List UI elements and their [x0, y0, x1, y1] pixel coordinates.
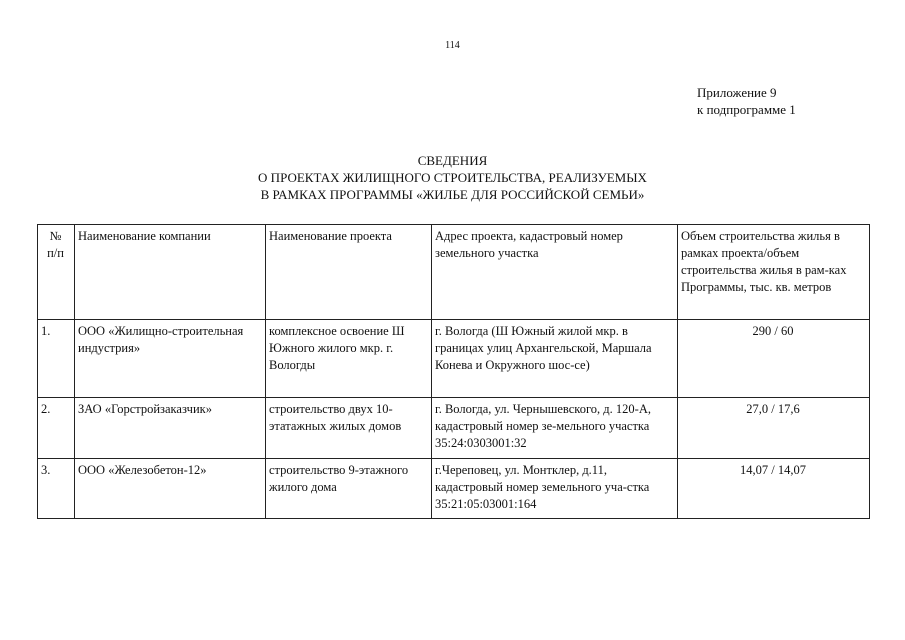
header-address: Адрес проекта, кадастровый номер земельного участка — [432, 225, 678, 320]
row-company: ЗАО «Горстройзаказчик» — [75, 398, 266, 459]
title-line-2: О ПРОЕКТАХ ЖИЛИЩНОГО СТРОИТЕЛЬСТВА, РЕАЛИЗУЕМЫХ — [258, 170, 647, 185]
page-number: 114 — [445, 40, 460, 51]
row-number: 3. — [38, 459, 75, 519]
row-project: строительство 9-этажного жилого дома — [266, 459, 432, 519]
row-address: г. Вологда (Ш Южный жилой мкр. в границах улиц Архангельской, Маршала Конева и Окружного шос-се) — [432, 320, 678, 398]
row-volume: 290 / 60 — [678, 320, 870, 398]
document-title — [0, 152, 905, 203]
projects-table — [37, 224, 870, 519]
row-address: г.Череповец, ул. Монтклер, д.11, кадастровый номер земельного уча-стка 35:21:05:03001:164 — [432, 459, 678, 519]
header-project: Наименование проекта — [266, 225, 432, 320]
header-number-line-1: № — [49, 229, 62, 243]
row-project: комплексное освоение Ш Южного жилого мкр. г. Вологды — [266, 320, 432, 398]
row-company: ООО «Железобетон-12» — [75, 459, 266, 519]
header-number — [38, 225, 75, 320]
row-company: ООО «Жилищно-строительная индустрия» — [75, 320, 266, 398]
table-header-row — [38, 225, 870, 320]
header-company: Наименование компании — [75, 225, 266, 320]
title-line-1: СВЕДЕНИЯ — [417, 153, 488, 168]
row-address: г. Вологда, ул. Чернышевского, д. 120-А, кадастровый номер зе-мельного участка 35:24:0303001:32 — [432, 398, 678, 459]
table-row — [38, 459, 870, 519]
header-volume: Объем строительства жилья в рамках проекта/объем строительства жилья в рам-ках Программы, тыс. кв. метров — [678, 225, 870, 320]
row-project: строительство двух 10-этатажных жилых домов — [266, 398, 432, 459]
title-line-3: В РАМКАХ ПРОГРАММЫ «ЖИЛЬЕ ДЛЯ РОССИЙСКОЙ СЕМЬИ» — [260, 187, 645, 202]
appendix-note — [697, 84, 796, 118]
appendix-line-1: Приложение 9 — [697, 85, 777, 100]
row-number: 1. — [38, 320, 75, 398]
table-row — [38, 398, 870, 459]
appendix-line-2: к подпрограмме 1 — [697, 102, 796, 117]
row-volume: 27,0 / 17,6 — [678, 398, 870, 459]
row-number: 2. — [38, 398, 75, 459]
header-number-line-2: п/п — [47, 246, 64, 260]
table-row — [38, 320, 870, 398]
row-volume: 14,07 / 14,07 — [678, 459, 870, 519]
